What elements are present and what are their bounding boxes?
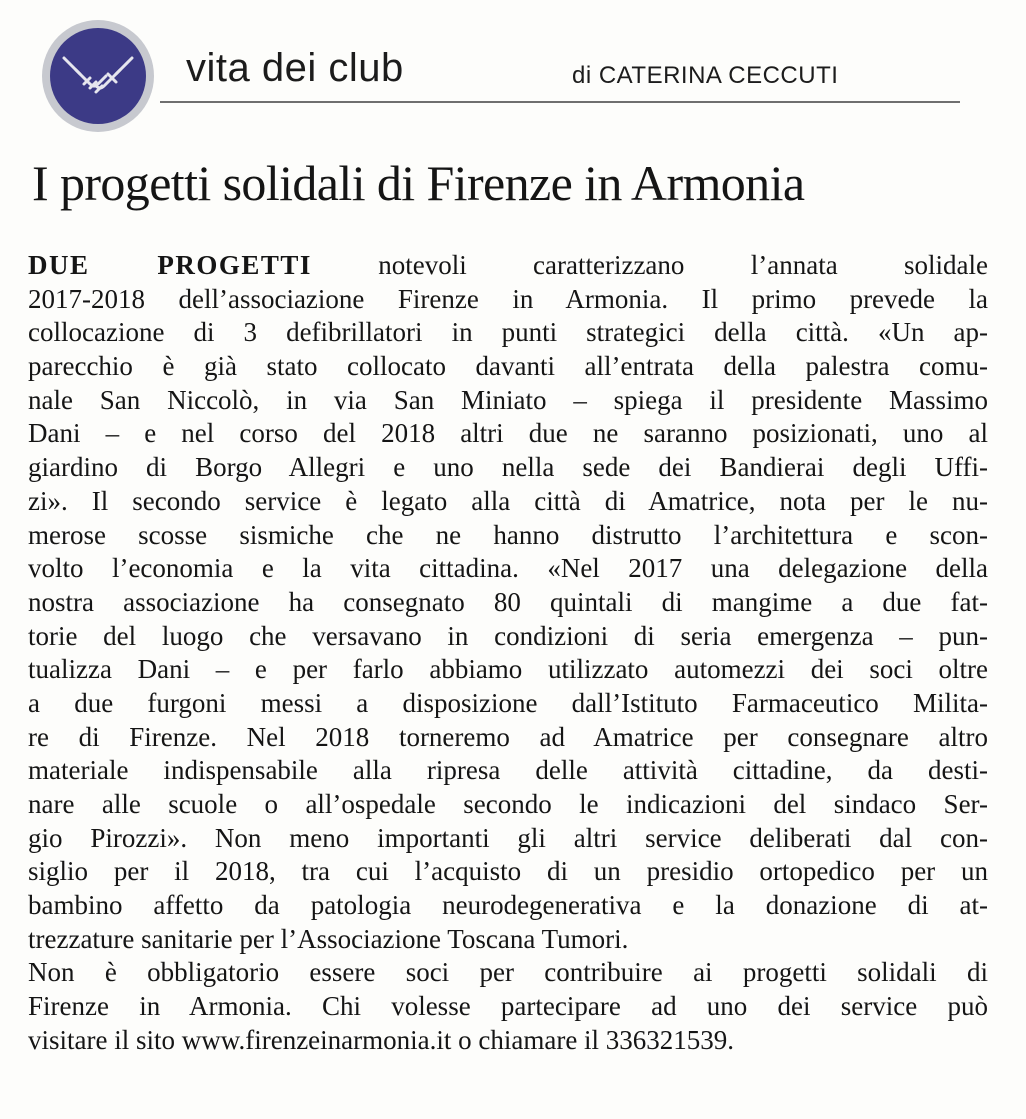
body-line: re di Firenze. Nel 2018 torneremo ad Amatrice per consegnare altro xyxy=(28,721,988,752)
body-line: gio Pirozzi». Non meno importanti gli altri service deliberati dal con- xyxy=(28,822,988,853)
body-line: Non è obbligatorio essere soci per contribuire ai progetti solidali di xyxy=(28,957,988,988)
body-line: nale San Niccolò, in via San Miniato – spiega il presidente Massimo xyxy=(28,384,988,415)
body-line: merose scosse sismiche che ne hanno distrutto l’architettura e scon- xyxy=(28,519,988,550)
body-line: parecchio è già stato collocato davanti all’entrata della palestra comu- xyxy=(28,351,988,382)
section-title: vita dei club xyxy=(186,46,404,90)
article-headline: I progetti solidali di Firenze in Armonia xyxy=(32,155,805,211)
lead-in: DUE PROGETTI xyxy=(28,250,312,280)
body-line-text: notevoli caratterizzano l’annata solidale xyxy=(378,250,988,280)
article-body xyxy=(28,249,988,1058)
body-line: siglio per il 2018, tra cui l’acquisto di un presidio ortopedico per un xyxy=(28,856,988,887)
body-line: nare alle scuole o all’ospedale secondo le indicazioni del sindaco Ser- xyxy=(28,789,988,819)
body-line: torie del luogo che versavano in condizioni di seria emergenza – pun- xyxy=(28,620,988,651)
author-byline: di CATERINA CECCUTI xyxy=(572,62,839,89)
body-line: Firenze in Armonia. Chi volesse partecipare ad uno dei service può xyxy=(28,991,988,1022)
body-line: trezzature sanitarie per l’Associazione Toscana Tumori. xyxy=(28,923,629,954)
body-line: a due furgoni messi a disposizione dall’Istituto Farmaceutico Milita- xyxy=(28,687,988,718)
body-line: collocazione di 3 defibrillatori in punti strategici della città. «Un ap- xyxy=(28,317,988,348)
header-divider xyxy=(160,101,960,103)
club-logo xyxy=(42,20,154,132)
body-line: Dani – e nel corso del 2018 altri due ne saranno posizionati, uno al xyxy=(28,418,988,449)
handshake-icon xyxy=(50,28,146,124)
body-line: tualizza Dani – e per farlo abbiamo utilizzato automezzi dei soci oltre xyxy=(28,654,988,685)
body-line: zi». Il secondo service è legato alla città di Amatrice, nota per le nu- xyxy=(28,485,988,516)
body-line: nostra associazione ha consegnato 80 quintali di mangime a due fat- xyxy=(28,586,988,617)
body-line: 2017-2018 dell’associazione Firenze in Armonia. Il primo prevede la xyxy=(28,283,988,314)
body-line: bambino affetto da patologia neurodegenerativa e la donazione di at- xyxy=(28,890,988,921)
body-line: materiale indispensabile alla ripresa delle attività cittadine, da desti- xyxy=(28,755,988,786)
body-line xyxy=(28,249,988,283)
body-line: visitare il sito www.firenzeinarmonia.it o chiamare il 336321539. xyxy=(28,1024,735,1055)
body-line: volto l’economia e la vita cittadina. «Nel 2017 una delegazione della xyxy=(28,553,988,584)
body-line: giardino di Borgo Allegri e uno nella sede dei Bandierai degli Uffi- xyxy=(28,452,988,483)
